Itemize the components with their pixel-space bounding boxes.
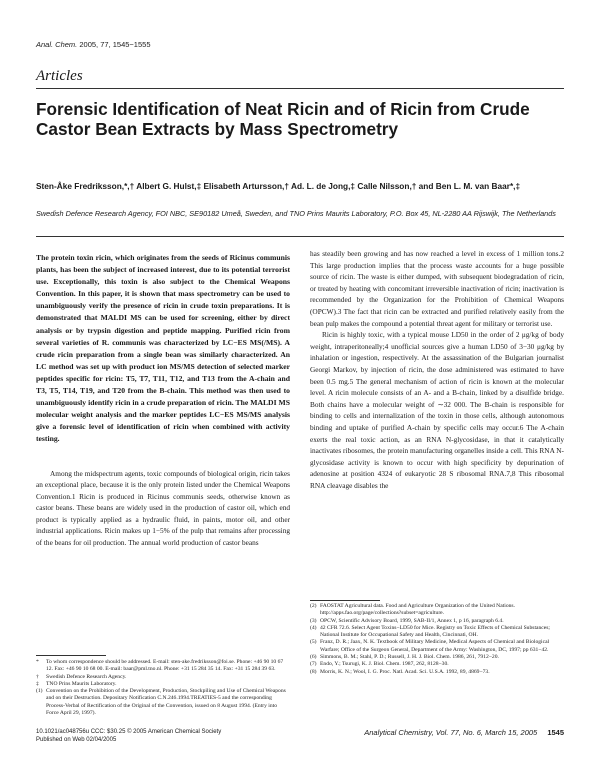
footnote-divider — [310, 600, 380, 601]
footnotes-right — [310, 603, 564, 676]
reference: (8) Morris, K. N.; Wool, I. G. Proc. Natl. Acad. Sci. U.S.A. 1992, 89, 4869−73. — [310, 668, 490, 675]
article-title: Forensic Identification of Neat Ricin and of Ricin from Crude Castor Bean Extracts by Mass Spectrometry — [36, 99, 530, 139]
reference: (4) 42 CFR 72.6. Select Agent Toxins−LD50 for Mice. Registry on Toxic Effects of Chemical Substances; National Institute for Occupational Safety and Health, Cincinnati, OH. — [310, 624, 550, 639]
footnote: ‡ TNO Prins Maurits Laboratory. — [36, 680, 117, 687]
reference: (3) OPCW, Scientific Advisory Board, 1999, SAB-II/1, Annex 1, p 16, paragraph 6.4. — [310, 617, 504, 624]
footnote: † Swedish Defence Research Agency. — [36, 673, 127, 680]
publish-date: Published on Web 02/04/2005 — [36, 737, 117, 743]
author-affiliation: Swedish Defence Research Agency, FOI NBC, SE90182 Umeå, Sweden, and TNO Prins Maurits Laboratory, P.O. Box 45, NL-2280 AA Rijswijk, The Netherlands — [36, 209, 556, 218]
reference: (2) FAOSTAT Agricultural data. Food and Agriculture Organization of the United Nations. http://apps.fao.org/page/collections?subset=agriculture. — [310, 603, 515, 617]
reference: (6) Simmons, B. M.; Stahl, P. D.; Russell, J. H. J. Biol. Chem. 1986, 261, 7912−20. — [310, 654, 499, 661]
journal-footer — [310, 728, 564, 737]
footnote: * To whom correspondence should be addressed. E-mail: sten-ake.fredriksson@foi.se. Phone: +46 90 10 67 12. Fax: +46 90 10 68 00. E-mail: baar@pml.tno.nl. Phone: +31 15 284 35 14. Fax: +31 15 284 39 63. — [36, 659, 284, 673]
intro-paragraph: Among the midspectrum agents, toxic compounds of biological origin, ricin takes an exceptional place, because it is the only protein listed under the Chemical Weapons Convention.1 Ricin is produced in Ricinus communis seeds, otherwise known as castor beans. These beans are widely used in the production of castor oil, which end product is typically applied as a hydraulic fluid, in paints, motor oil, and other industrial applications. Ricin makes up 1−5% of the pulp that remains after processing of the beans for oil production. The annual world production of castor beans — [36, 468, 290, 547]
section-divider — [36, 88, 564, 89]
right-column — [310, 248, 564, 491]
footnote-divider — [36, 655, 106, 656]
journal-citation — [36, 40, 151, 49]
reference: (5) Franz, D. R.; Jaax, N. K. Textbook of Military Medicine, Medical Aspects of Chemical and Biological Warfare; Office of the Surgeon General, Department of the Army: Washington, DC, 1997; pp 631−42. — [310, 639, 550, 653]
footnote: (1) Convention on the Prohibition of the Development, Production, Stockpiling and Use of Chemical Weapons and on their Destruction. Depositary Notification C.N.246.1994.TREATIES-5 and the corresponding Process-Verbal of Rectification of the Original of the Convention, issued on 8 August 1994. (Entry into Force April 29, 1997). — [36, 688, 286, 717]
abstract: The protein toxin ricin, which originates from the seeds of Ricinus communis plants, has been the subject of increased interest, due to its potential terrorist use. Exceptionally, this toxin is also subject to the Chemical Weapons Convention. In this paper, it is shown that mass spectrometry can be used to unambiguously verify the presence of ricin in crude toxin preparations. It is demonstrated that MALDI MS can be used for screening, either by direct analysis or by trypsin digestion and peptide mapping. Purified ricin from several varieties of R. communis was characterized by LC−ES MS(/MS). A crude ricin preparation from a single bean was similarly characterized. An LC method was set up with product ion MS/MS detection of selected marker peptides specific for ricin: T5, T7, T11, T12, and T13 from the A-chain and T3, T5, T14, T19, and T20 from the B-chain. This method was then used to unambiguously identify ricin in a crude preparation of ricin. The MALDI MS molecular weight analysis and the marker peptides LC−ES MS/MS analysis give a forensic level of identification of ricin when combined with activity testing. — [36, 253, 290, 444]
journal-issue: Analytical Chemistry, Vol. 77, No. 6, March 15, 2005 — [364, 728, 538, 737]
doi-line: 10.1021/ac048756u CCC: $30.25 © 2005 American Chemical Society — [36, 729, 222, 735]
body-paragraph: Ricin is highly toxic, with a typical mouse LD50 in the order of 2 μg/kg of body weight, intraperitoneally;4 unofficial sources give a human LD50 of 3−30 μg/kg by inhalation or ingestion, respectively. At the assassination of the Bulgarian journalist Georgi Markov, by injection of ricin, the dose administered was estimated to have been 0.5 mg.5 The general mechanism of action of ricin is known at the molecular level. A ricin molecule consists of an A- and a B-chain, linked by a disulfide bridge. Both chains have a molecular weight of ∼32 000. The B-chain is responsible for binding to cells and internalization of the toxin in those cells, although autonomous binding and uptake of purified A-chain by specific cells may occur.6 The A-chain exerts the real toxic action, as an RNA N-glycosidase, in that it catalytically inactivates ribosomes, the protein manufacturing organelles inside a cell. This RNA N-glycosidase activity is known to occur with high specificity by depurination of adenosine at position 4324 of eukaryotic 28 S ribosomal RNA.7,8 This ribosomal RNA cleavage disables the — [310, 330, 564, 490]
header-divider — [36, 236, 564, 237]
author-list: Sten-Åke Fredriksson,*,† Albert G. Hulst,‡ Elisabeth Artursson,† Ad. L. de Jong,‡ Calle Nilsson,† and Ben L. M. van Baar*,‡ — [36, 181, 521, 191]
section-heading: Articles — [36, 68, 83, 84]
footnotes-left — [36, 659, 290, 717]
page-number: 1545 — [547, 728, 564, 737]
reference: (7) Endo, Y.; Tsurugi, K. J. Biol. Chem. 1987, 262, 8128−30. — [310, 661, 449, 668]
body-paragraph: has steadily been growing and has now reached a level in excess of 1 million tons.2 This large production implies that the process waste accounts for a huge possible source of ricin. The waste is either dumped, with subsequent biodegradation of ricin, or treated by heating with concomitant irreversible inactivation of ricin; inactivation is recommended by the Organization for the Prohibition of Chemical Weapons (OPCW).3 The fact that ricin can be extracted and purified relatively easily from the bean pulp makes the compound a potential threat agent for military or terrorist use. — [310, 249, 564, 328]
journal-name: Anal. Chem. — [36, 40, 78, 49]
left-column — [36, 252, 290, 548]
doi-footer — [36, 728, 221, 744]
volume-pages: 2005, 77, 1545−1555 — [79, 40, 151, 49]
